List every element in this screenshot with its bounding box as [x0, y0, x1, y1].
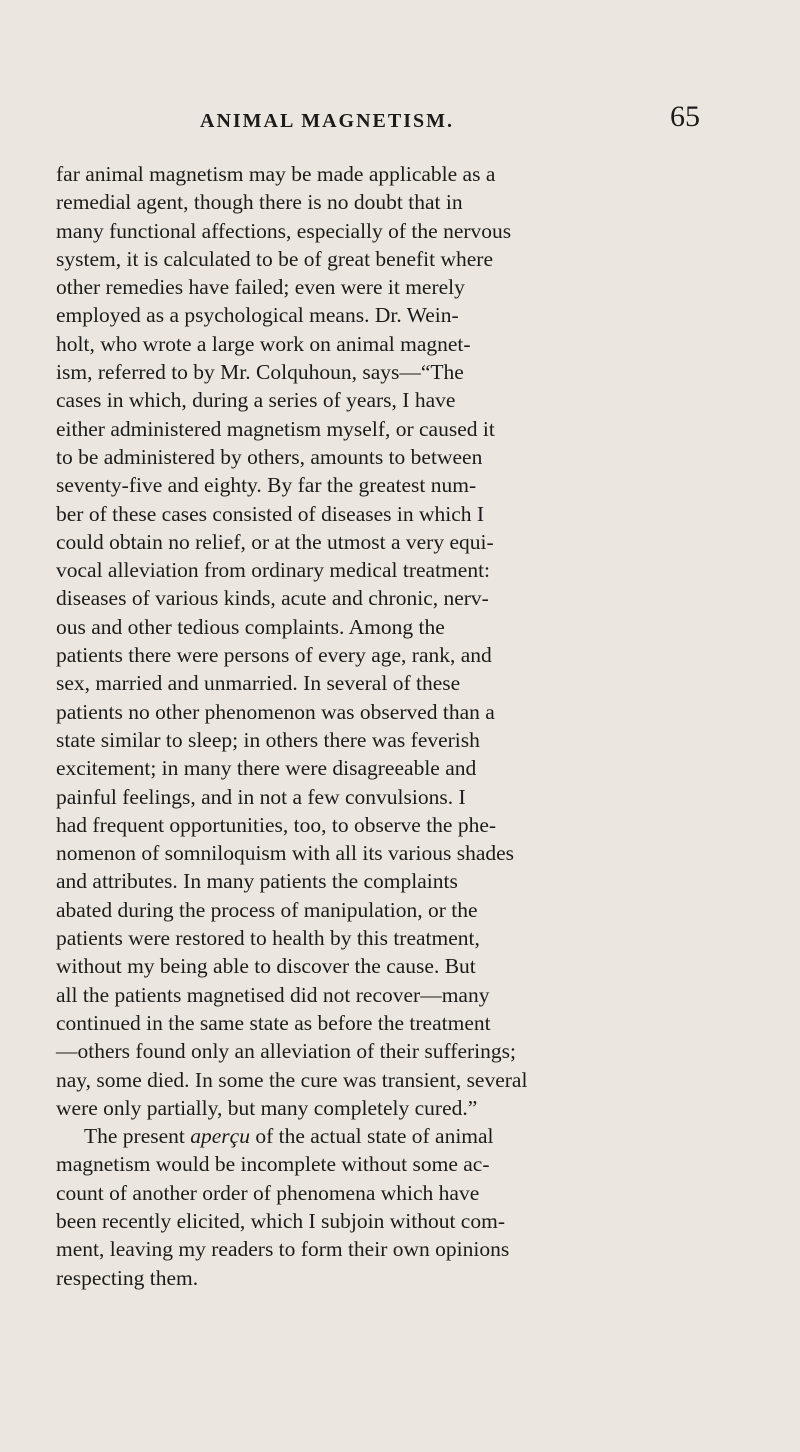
text-line: other remedies have failed; even were it merely [56, 275, 465, 300]
paragraph-text: The present [84, 1124, 191, 1149]
text-line: ber of these cases consisted of diseases in which I [56, 501, 485, 526]
text-line: patients there were persons of every age, rank, and [56, 643, 492, 668]
text-line: cases in which, during a series of years, I have [56, 388, 456, 413]
text-line: many functional affections, especially of the nervous [56, 218, 512, 243]
text-line: had frequent opportunities, too, to observe the phe- [56, 812, 497, 837]
text-line: employed as a psychological means. Dr. Wein- [56, 303, 459, 328]
text-line: were only partially, but many completely cured.” [56, 1095, 478, 1120]
text-line: nomenon of somniloquism with all its various shades [56, 841, 515, 866]
text-line: ism, referred to by Mr. Colquhoun, says—“The [56, 360, 464, 385]
text-line: been recently elicited, which I subjoin without com- [56, 1208, 505, 1233]
text-line: respecting them. [56, 1265, 199, 1290]
italic-term: aperçu [190, 1124, 250, 1149]
text-line: and attributes. In many patients the complaints [56, 869, 458, 894]
text-line: without my being able to discover the cause. But [56, 954, 476, 979]
paragraph-text: of the actual state of animal [249, 1124, 494, 1149]
text-line: system, it is calculated to be of great benefit where [56, 246, 494, 271]
text-line: diseases of various kinds, acute and chronic, nerv- [56, 586, 489, 611]
text-line: remedial agent, though there is no doubt that in [56, 190, 463, 215]
text-line: to be administered by others, amounts to between [56, 444, 483, 469]
text-line: excitement; in many there were disagreeable and [56, 756, 477, 781]
text-line: patients no other phenomenon was observed than a [56, 699, 495, 724]
text-line: all the patients magnetised did not recover—many [56, 982, 490, 1007]
text-line: ous and other tedious complaints. Among the [56, 614, 445, 639]
text-line: holt, who wrote a large work on animal magnet- [56, 331, 471, 356]
text-line: state similar to sleep; in others there was feverish [56, 727, 480, 752]
body-text [56, 160, 704, 1292]
text-line: painful feelings, and in not a few convulsions. I [56, 784, 466, 809]
text-line: could obtain no relief, or at the utmost a very equi- [56, 529, 494, 554]
text-line: either administered magnetism myself, or caused it [56, 416, 495, 441]
text-line: sex, married and unmarried. In several of these [56, 671, 461, 696]
text-line: vocal alleviation from ordinary medical treatment: [56, 558, 491, 583]
paragraph-opening-line [56, 1122, 704, 1150]
text-line: seventy-five and eighty. By far the greatest num- [56, 473, 477, 498]
text-line: count of another order of phenomena which have [56, 1180, 480, 1205]
text-line: nay, some died. In some the cure was transient, several [56, 1067, 528, 1092]
text-line: —others found only an alleviation of their sufferings; [56, 1039, 516, 1064]
text-line: continued in the same state as before the treatment [56, 1010, 491, 1035]
page-number: 65 [670, 100, 700, 133]
text-line: patients were restored to health by this treatment, [56, 926, 480, 951]
text-line: ment, leaving my readers to form their own opinions [56, 1237, 510, 1262]
text-line: magnetism would be incomplete without some ac- [56, 1152, 490, 1177]
text-line: far animal magnetism may be made applicable as a [56, 162, 496, 186]
text-line: abated during the process of manipulation, or the [56, 897, 478, 922]
running-title: ANIMAL MAGNETISM. [200, 110, 455, 132]
